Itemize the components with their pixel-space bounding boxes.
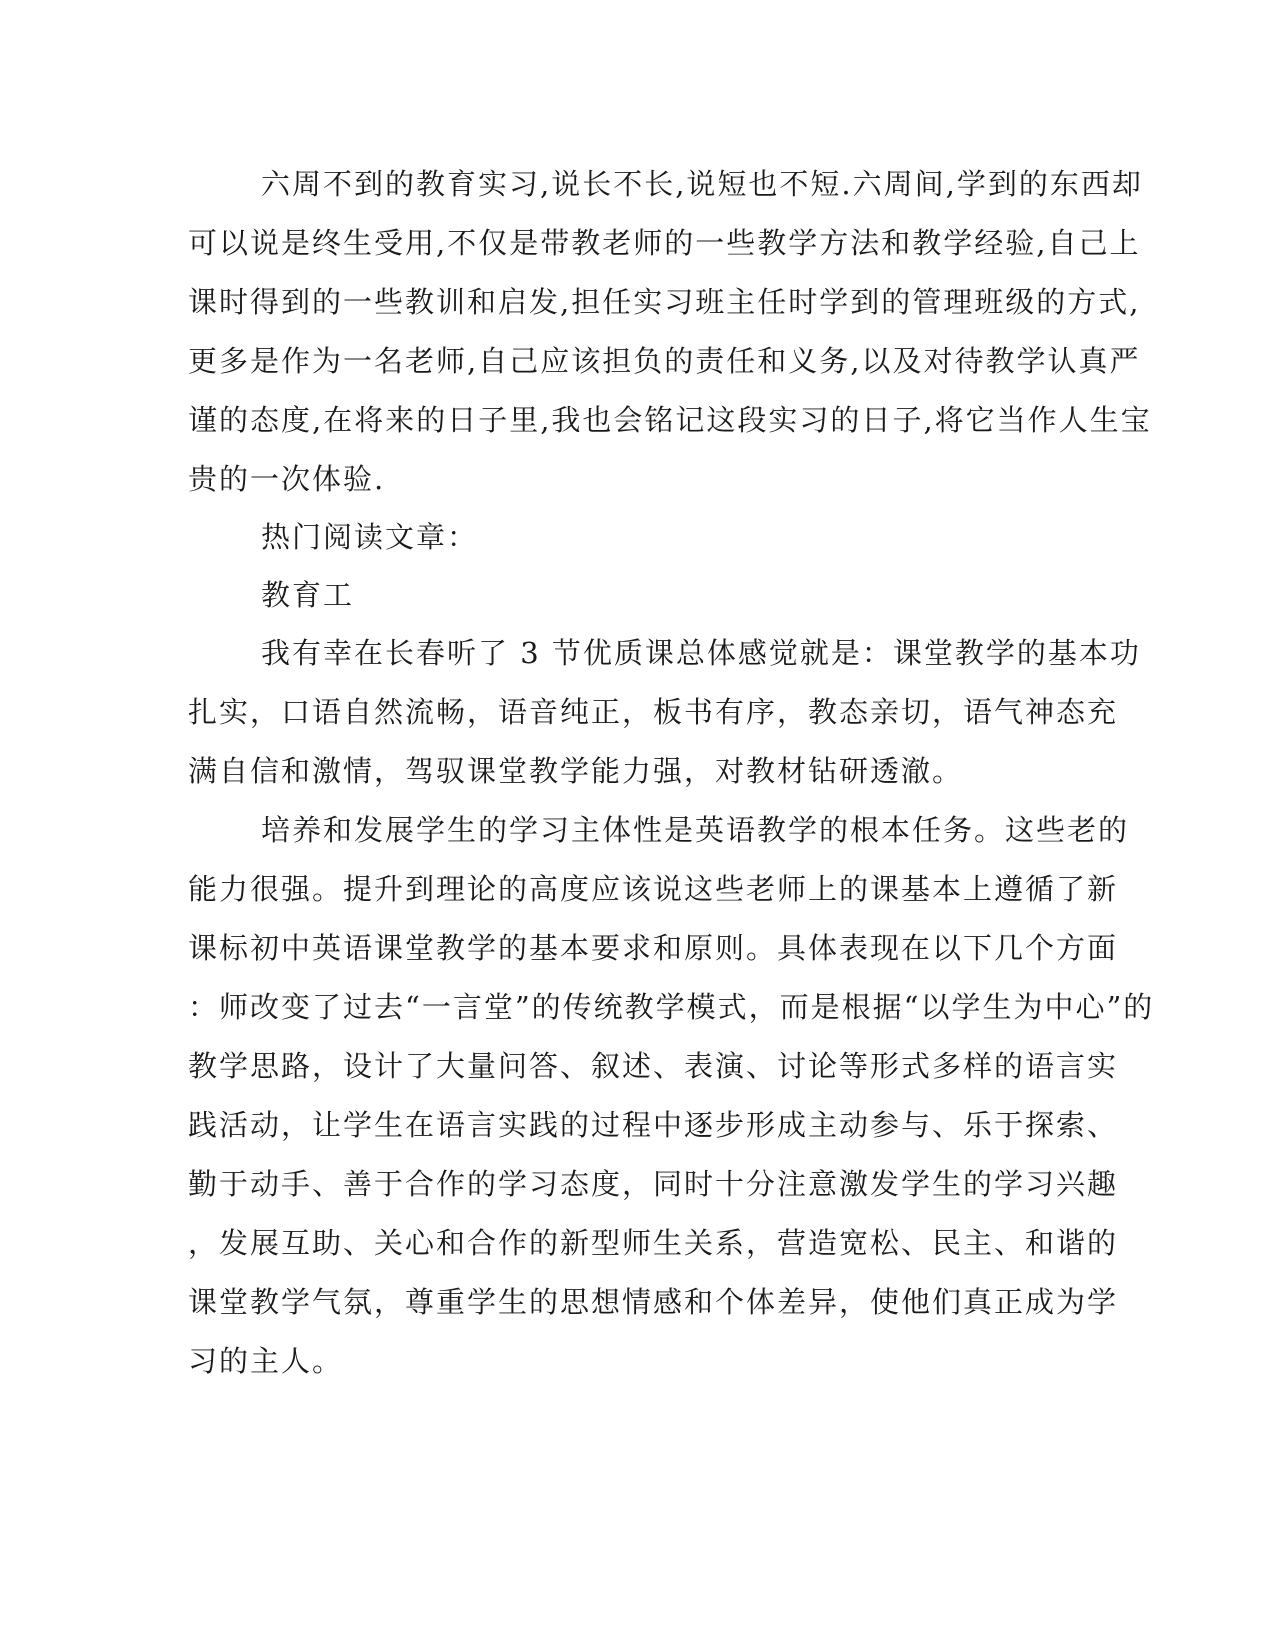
paragraph-1-line: 六周不到的教育实习,说长不长,说短也不短.六周间,学到的东西却 bbox=[261, 167, 1143, 201]
paragraph-1-line: 更多是作为一名老师,自己应该担负的责任和义务,以及对待教学认真严 bbox=[188, 344, 1141, 378]
paragraph-1-line: 贵的一次体验. bbox=[188, 462, 386, 496]
paragraph-1-line: 课时得到的一些教训和启发,担任实习班主任时学到的管理班级的方式, bbox=[188, 285, 1141, 319]
paragraph-3-line: 习的主人。 bbox=[188, 1344, 344, 1378]
paragraph-3-line: ，发展互助、关心和合作的新型师生关系，营造宽松、民主、和谐的 bbox=[188, 1226, 1119, 1260]
paragraph-2-line: 扎实，口语自然流畅，语音纯正，板书有序，教态亲切，语气神态充 bbox=[188, 695, 1119, 729]
paragraph-3-line: 能力很强。提升到理论的高度应该说这些老师上的课基本上遵循了新 bbox=[188, 872, 1119, 906]
paragraph-3-line: ：师改变了过去“一言堂”的传统教学模式，而是根据“以学生为中心”的 bbox=[188, 990, 1155, 1024]
paragraph-1-line: 可以说是终生受用,不仅是带教老师的一些教学方法和教学经验,自己上 bbox=[188, 226, 1141, 260]
paragraph-3-line: 教学思路，设计了大量问答、叙述、表演、讨论等形式多样的语言实 bbox=[188, 1049, 1119, 1083]
article-title: 教育工 bbox=[261, 578, 355, 612]
paragraph-3-line: 课堂教学气氛，尊重学生的思想情感和个体差异，使他们真正成为学 bbox=[188, 1285, 1119, 1319]
paragraph-2-line: 我有幸在长春听了 3 节优质课总体感觉就是：课堂教学的基本功 bbox=[261, 636, 1141, 670]
paragraph-3-line: 培养和发展学生的学习主体性是英语教学的根本任务。这些老的 bbox=[261, 813, 1130, 847]
popular-articles-heading: 热门阅读文章： bbox=[261, 520, 479, 554]
paragraph-3-line: 践活动，让学生在语言实践的过程中逐步形成主动参与、乐于探索、 bbox=[188, 1108, 1119, 1142]
paragraph-3-line: 勤于动手、善于合作的学习态度，同时十分注意激发学生的学习兴趣 bbox=[188, 1167, 1119, 1201]
paragraph-1-line: 谨的态度,在将来的日子里,我也会铭记这段实习的日子,将它当作人生宝 bbox=[188, 403, 1152, 437]
paragraph-3-line: 课标初中英语课堂教学的基本要求和原则。具体表现在以下几个方面 bbox=[188, 931, 1119, 965]
paragraph-2-line: 满自信和激情，驾驭课堂教学能力强，对教材钻研透澈。 bbox=[188, 754, 964, 788]
